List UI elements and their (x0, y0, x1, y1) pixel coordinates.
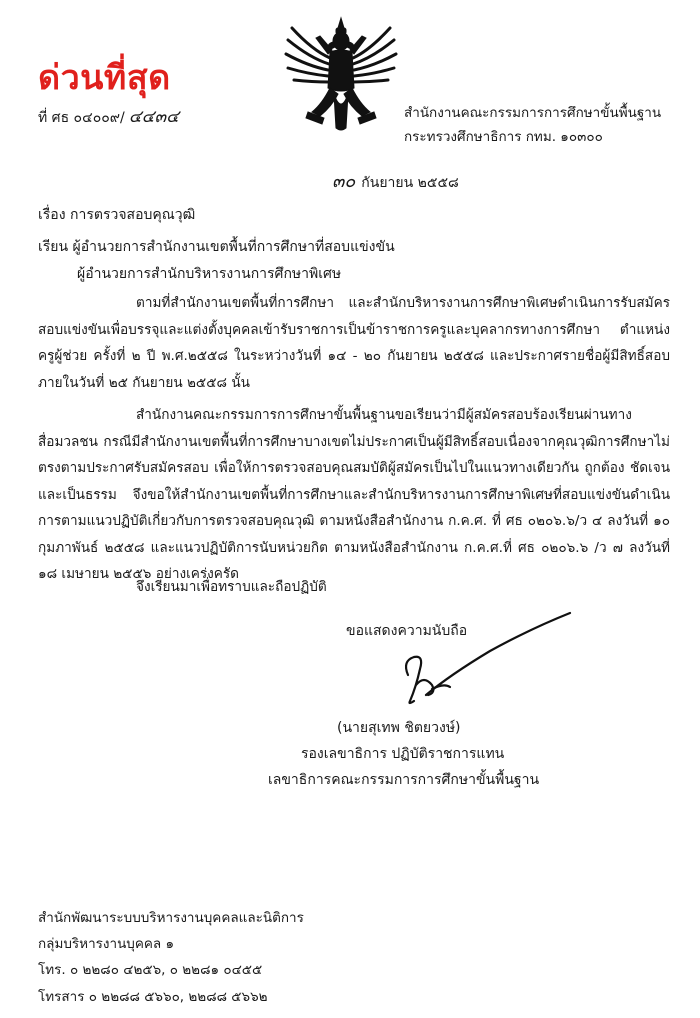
body-paragraph-1 (38, 290, 670, 396)
signer-name: (นายสุเทพ ชิตยวงษ์) (337, 720, 461, 736)
date-month-year: กันยายน ๒๕๕๘ (361, 175, 459, 191)
footer-fax: โทรสาร ๐ ๒๒๘๘ ๕๖๖๐, ๒๒๘๘ ๕๖๖๒ (38, 989, 268, 1005)
footer-group: กลุ่มบริหารงานบุคคล ๑ (38, 936, 175, 952)
signer-position-1: รองเลขาธิการ ปฏิบัติราชการแทน (301, 746, 505, 762)
reference-handwritten-number: ๔๔๓๔ (128, 107, 179, 127)
footer-department: สำนักพัฒนาระบบบริหารงานบุคคลและนิติการ (38, 910, 304, 926)
closing-phrase: ขอแสดงความนับถือ (346, 623, 468, 639)
date-day-handwritten: ๓๐ (332, 171, 356, 192)
handwritten-signature (380, 605, 575, 715)
recipient-label: เรียน (38, 239, 69, 255)
subject-text: การตรวจสอบคุณวุฒิ (70, 207, 196, 223)
subject-label: เรื่อง (38, 207, 66, 223)
garuda-emblem-icon (282, 14, 400, 134)
paragraph-2-text: สำนักงานคณะกรรมการการศึกษาขั้นพื้นฐานขอเรียนว่ามีผู้สมัครสอบร้องเรียนผ่านทางสื่อมวลชน กรณีมีสำนักงานเขตพื้นที่การศึกษาบางเขตไม่ประกาศเป็นผู้มีสิทธิ์สอบเนื่องจากคุณวุฒิการศึกษาไม่ตรงตามประกาศรับสมัครสอบ เพื่อให้การตรวจสอบคุณสมบัติผู้สมัครเป็นไปในแนวทางเดียวกัน ถูกต้อง ชัดเจนและเป็นธรรม จึงขอให้สำนักงานเขตพื้นที่การศึกษาและสำนักบริหารงานการศึกษาพิเศษที่สอบแข่งขันดำเนินการตามแนวปฏิบัติเกี่ยวกับการตรวจสอบคุณวุฒิ ตามหนังสือสำนักงาน ก.ค.ศ. ที่ ศธ ๐๒๐๖.๖/ว ๔ ลงวันที่ ๑๐ กุมภาพันธ์ ๒๕๕๘ และแนวปฏิบัติการนับหน่วยกิต ตามหนังสือสำนักงาน ก.ค.ศ.ที่ ศธ ๐๒๐๖.๖ /ว ๗ ลงวันที่ ๑๘ เมษายน ๒๕๕๖ อย่างเคร่งครัด (38, 407, 670, 582)
footer-phone: โทร. ๐ ๒๒๘๐ ๔๒๕๖, ๐ ๒๒๘๑ ๐๔๕๕ (38, 962, 263, 978)
reference-prefix: ที่ ศธ ๐๔๐๐๙/ (38, 110, 125, 126)
urgency-stamp: ด่วนที่สุด (38, 58, 171, 98)
body-paragraph-3 (38, 574, 670, 601)
subject-line (38, 204, 195, 226)
recipient-line-1 (38, 236, 395, 258)
body-paragraph-2 (38, 402, 670, 588)
recipient-2: ผู้อำนวยการสำนักบริหารงานการศึกษาพิเศษ (77, 266, 342, 282)
sender-address (404, 101, 661, 149)
sender-office: สำนักงานคณะกรรมการการศึกษาขั้นพื้นฐาน (404, 105, 662, 121)
letter-date (332, 166, 459, 195)
reference-number (38, 103, 179, 130)
sender-ministry-address: กระทรวงศึกษาธิการ กทม. ๑๐๓๐๐ (404, 129, 603, 145)
paragraph-1-text: ตามที่สำนักงานเขตพื้นที่การศึกษา และสำนักบริหารงานการศึกษาพิเศษดำเนินการรับสมัครสอบแข่งขันเพื่อบรรจุและแต่งตั้งบุคคลเข้ารับราชการเป็นข้าราชการครูและบุคลากรทางการศึกษา ตำแหน่งครูผู้ช่วย ครั้งที่ ๒ ปี พ.ศ.๒๕๕๘ ในระหว่างวันที่ ๑๔ - ๒๐ กันยายน ๒๕๕๘ และประกาศรายชื่อผู้มีสิทธิ์สอบภายในวันที่ ๒๕ กันยายน ๒๕๕๘ นั้น (38, 295, 670, 391)
paragraph-3-text: จึงเรียนมาเพื่อทราบและถือปฏิบัติ (136, 579, 327, 595)
recipient-1: ผู้อำนวยการสำนักงานเขตพื้นที่การศึกษาที่สอบแข่งขัน (72, 239, 395, 255)
signer-position-2: เลขาธิการคณะกรรมการการศึกษาขั้นพื้นฐาน (268, 772, 540, 788)
